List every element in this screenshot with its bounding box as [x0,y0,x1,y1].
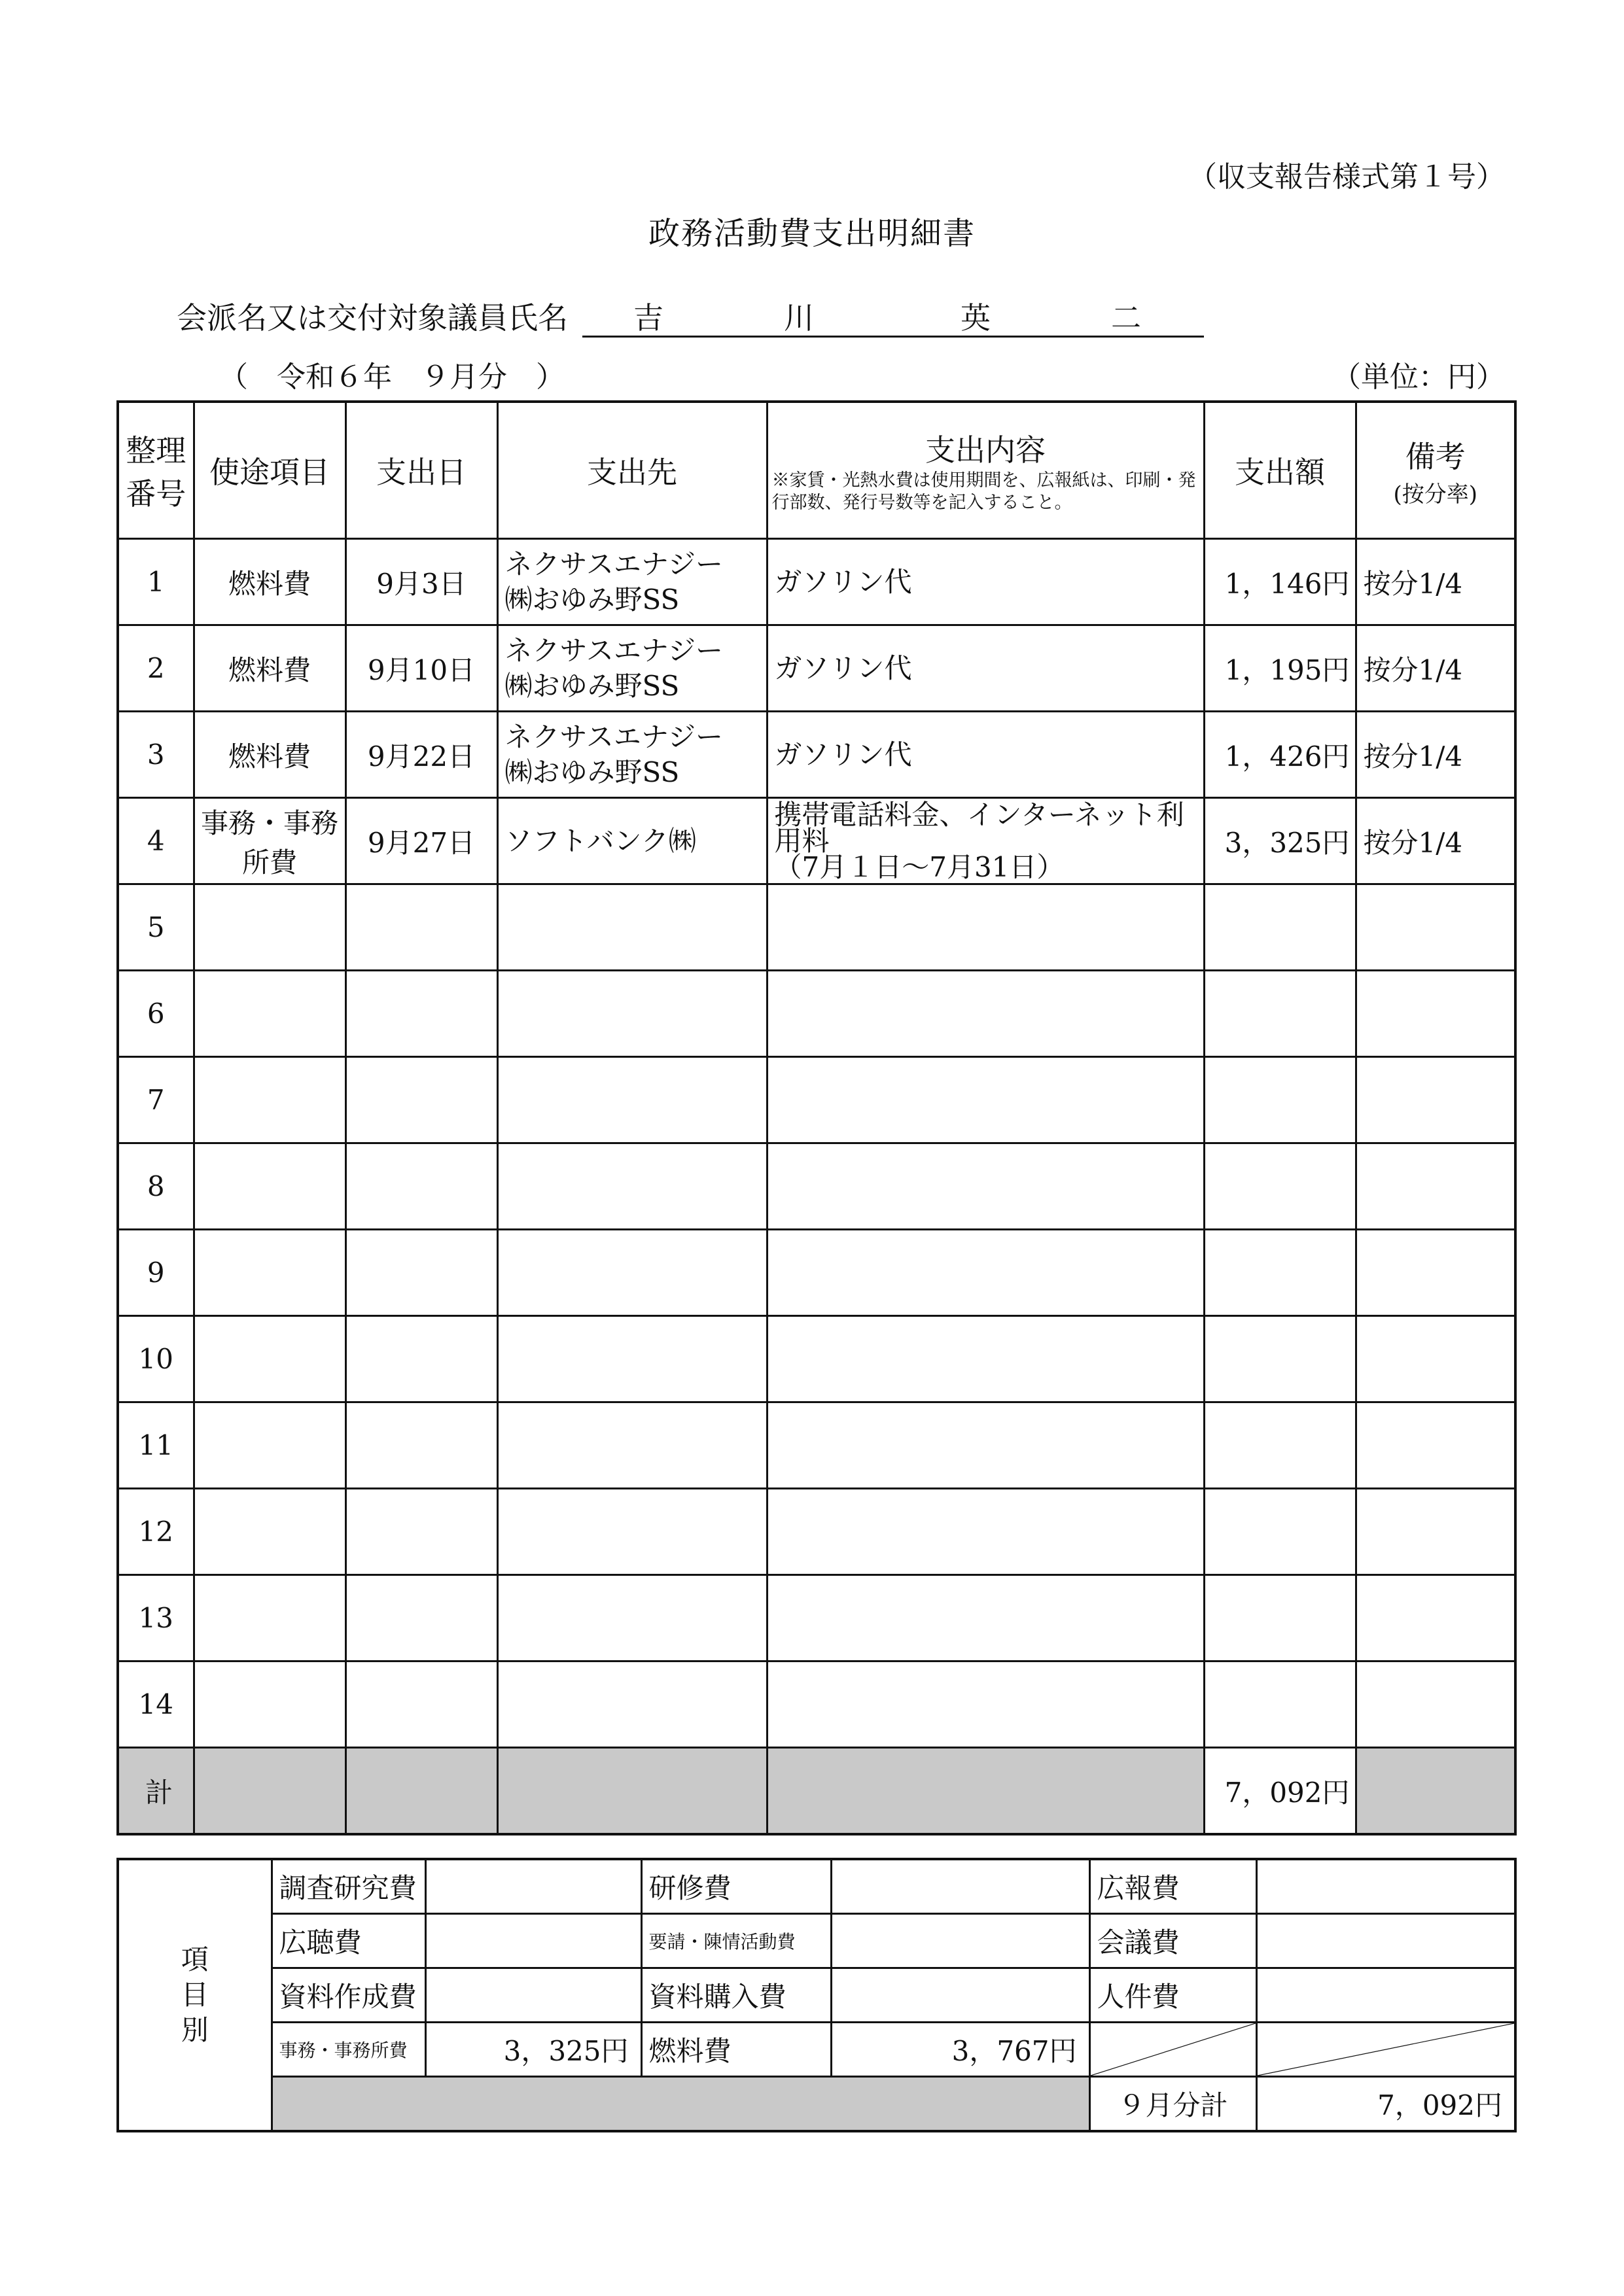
row-content [767,1661,1204,1748]
table-row [118,1661,1515,1748]
summary-category-amount [425,1914,641,1968]
row-number: 12 [118,1489,194,1575]
row-payee [497,1402,767,1489]
summary-category-label: 事務・事務所費 [272,2023,425,2077]
header-content [767,402,1204,539]
row-content-line: ガソリン代 [774,565,912,598]
row-payee [497,1489,767,1575]
row-purpose [194,1057,345,1143]
row-purpose [194,1489,345,1575]
header-content-title: 支出内容 [925,432,1046,468]
summary-category-label: 資料作成費 [272,1968,425,2023]
row-remarks [1356,1661,1515,1748]
row-amount [1204,884,1356,971]
row-remarks [1356,1402,1515,1489]
header-no-line: 整理 [126,433,186,468]
month-total-amount: 7，092円 [1256,2077,1515,2132]
row-date [345,971,497,1057]
row-payee-line: ソフトバンク㈱ [504,824,696,857]
summary-row [118,1968,1515,2023]
summary-category-label: 会議費 [1089,1914,1256,1968]
table-row [118,798,1515,884]
header-purpose: 使途項目 [194,402,345,539]
summary-category-amount [1256,1914,1515,1968]
row-date [345,1230,497,1316]
row-remarks [1356,1143,1515,1230]
total-blank-cell [767,1748,1204,1835]
header-no [118,402,194,539]
category-summary-table [116,1858,1517,2132]
member-name-char: 吉 [633,300,663,336]
row-date [345,1143,497,1230]
row-date [345,1057,497,1143]
month-total-label: ９月分計 [1089,2077,1256,2132]
row-content [767,798,1204,884]
row-amount [1204,1230,1356,1316]
row-content [767,1402,1204,1489]
row-content [767,539,1204,625]
row-payee [497,971,767,1057]
row-purpose [194,1230,345,1316]
total-blank-cell [345,1748,497,1835]
row-date [345,1575,497,1661]
table-row [118,1402,1515,1489]
summary-category-amount [425,1968,641,2023]
row-payee [497,1316,767,1402]
header-payee: 支出先 [497,402,767,539]
summary-category-label: 人件費 [1089,1968,1256,2023]
row-payee [497,625,767,712]
diagonal-slash [1091,2023,1256,2076]
row-number: 11 [118,1402,194,1489]
summary-category-amount: 3，325円 [425,2023,641,2077]
summary-row [118,2077,1515,2132]
table-row [118,625,1515,712]
summary-category-label: 広報費 [1089,1859,1256,1914]
row-amount [1204,1661,1356,1748]
row-payee [497,884,767,971]
summary-category-label: 広聴費 [272,1914,425,1968]
row-number: 1 [118,539,194,625]
row-payee-line: ㈱おゆみ野SS [504,583,680,616]
table-header-row [118,402,1515,539]
row-amount [1204,971,1356,1057]
row-remarks: 按分1/4 [1356,625,1515,712]
summary-category-amount [831,1968,1089,2023]
row-date: 9月3日 [345,539,497,625]
row-purpose [194,1402,345,1489]
row-content-line: ガソリン代 [774,738,912,771]
row-remarks [1356,971,1515,1057]
row-amount [1204,1489,1356,1575]
row-number: 8 [118,1143,194,1230]
row-payee [497,1575,767,1661]
summary-category-label: 調査研究費 [272,1859,425,1914]
page-title: 政務活動費支出明細書 [648,215,976,252]
member-name-char: 英 [961,300,991,336]
row-remarks [1356,1057,1515,1143]
header-content-note: ※家賃・光熱水費は使用期間を、広報紙は、印刷・発行部数、発行号数等を記入すること。 [771,470,1196,513]
row-amount: 1，195円 [1204,625,1356,712]
row-amount: 3，325円 [1204,798,1356,884]
row-remarks: 按分1/4 [1356,712,1515,798]
row-number: 7 [118,1057,194,1143]
row-payee-line: ネクサスエナジー [504,548,723,580]
row-purpose: 燃料費 [194,539,345,625]
row-content [767,712,1204,798]
row-purpose: 燃料費 [194,712,345,798]
row-content [767,1575,1204,1661]
total-blank-cell [1356,1748,1515,1835]
expenditure-rows [118,539,1515,1748]
total-row [118,1748,1515,1835]
report-period: （ 令和６年 ９月分 ） [219,360,565,394]
row-payee-line: ㈱おゆみ野SS [504,669,680,702]
row-content-line: 携帯電話料金、インターネット利用料 [774,798,1184,857]
row-date: 9月22日 [345,712,497,798]
row-date [345,1402,497,1489]
summary-category-amount [1256,1859,1515,1914]
summary-row [118,1914,1515,1968]
row-payee [497,539,767,625]
header-remarks-sub: (按分率) [1393,481,1478,508]
member-name-char: 二 [1111,300,1141,336]
row-amount: 1，426円 [1204,712,1356,798]
row-date [345,1489,497,1575]
header-date: 支出日 [345,402,497,539]
summary-rows [118,1859,1515,2131]
row-amount [1204,1402,1356,1489]
row-date: 9月27日 [345,798,497,884]
row-purpose [194,884,345,971]
row-number: 14 [118,1661,194,1748]
row-number: 4 [118,798,194,884]
row-payee-line: ㈱おゆみ野SS [504,756,680,788]
row-payee [497,1057,767,1143]
row-number: 6 [118,971,194,1057]
total-amount: 7，092円 [1204,1748,1356,1835]
row-payee [497,1230,767,1316]
table-row [118,1316,1515,1402]
row-content [767,884,1204,971]
table-row [118,884,1515,971]
row-amount [1204,1575,1356,1661]
row-remarks [1356,1230,1515,1316]
row-remarks [1356,884,1515,971]
member-label: 会派名又は交付対象議員氏名 [177,300,568,336]
row-amount [1204,1143,1356,1230]
table-row [118,1143,1515,1230]
table-row [118,1230,1515,1316]
summary-category-amount [831,1859,1089,1914]
row-payee [497,1143,767,1230]
row-amount [1204,1316,1356,1402]
table-row [118,1057,1515,1143]
unit-label: （単位：円） [1332,360,1505,394]
row-remarks [1356,1316,1515,1402]
summary-side-char: 目 [181,1979,209,2011]
row-date [345,884,497,971]
row-payee-line: ネクサスエナジー [504,720,723,753]
row-payee [497,712,767,798]
table-row [118,1575,1515,1661]
header-amount: 支出額 [1204,402,1356,539]
row-date [345,1316,497,1402]
summary-side-char: 別 [181,2014,209,2046]
row-content [767,1230,1204,1316]
table-row [118,1489,1515,1575]
total-blank-cell [194,1748,345,1835]
table-row [118,712,1515,798]
row-purpose [194,971,345,1057]
row-amount [1204,1057,1356,1143]
row-purpose [194,1661,345,1748]
summary-category-amount: 3，767円 [831,2023,1089,2077]
summary-side-label [118,1859,272,2131]
row-purpose [194,1575,345,1661]
summary-category-amount [425,1859,641,1914]
row-date: 9月10日 [345,625,497,712]
summary-row [118,1859,1515,1914]
row-content [767,1057,1204,1143]
form-number: （収支報告様式第１号） [1188,160,1505,194]
summary-category-amount [831,1914,1089,1968]
row-content-line: ガソリン代 [774,652,912,684]
table-row [118,971,1515,1057]
row-purpose: 事務・事務所費 [194,798,345,884]
summary-category-label: 燃料費 [641,2023,831,2077]
summary-diagonal-cell [1089,2023,1256,2077]
row-content [767,971,1204,1057]
row-remarks: 按分1/4 [1356,798,1515,884]
row-number: 5 [118,884,194,971]
row-payee-line: ネクサスエナジー [504,634,723,667]
row-purpose [194,1143,345,1230]
row-remarks [1356,1489,1515,1575]
summary-side-char: 項 [181,1943,209,1975]
total-blank-cell [497,1748,767,1835]
row-number: 13 [118,1575,194,1661]
diagonal-slash [1258,2023,1515,2076]
summary-category-label: 要請・陳情活動費 [641,1914,831,1968]
row-number: 10 [118,1316,194,1402]
header-remarks-title: 備考 [1405,438,1466,474]
summary-category-label: 研修費 [641,1859,831,1914]
row-number: 9 [118,1230,194,1316]
expenditure-table [116,400,1517,1835]
row-purpose: 燃料費 [194,625,345,712]
header-no-line: 番号 [126,476,186,512]
row-remarks [1356,1575,1515,1661]
row-content [767,1143,1204,1230]
summary-row [118,2023,1515,2077]
row-number: 3 [118,712,194,798]
row-content [767,1316,1204,1402]
member-name-char: 川 [784,300,814,336]
row-amount: 1，146円 [1204,539,1356,625]
row-remarks: 按分1/4 [1356,539,1515,625]
row-date [345,1661,497,1748]
row-content-line: （7月１日～7月31日） [774,850,1065,883]
total-label: 計 [118,1748,194,1835]
summary-category-amount [1256,1968,1515,2023]
summary-gray-block [272,2077,1089,2132]
summary-category-label: 資料購入費 [641,1968,831,2023]
row-payee [497,1661,767,1748]
header-remarks [1356,402,1515,539]
row-number: 2 [118,625,194,712]
summary-diagonal-cell [1256,2023,1515,2077]
table-row [118,539,1515,625]
row-content [767,1489,1204,1575]
row-content [767,625,1204,712]
row-payee [497,798,767,884]
row-purpose [194,1316,345,1402]
